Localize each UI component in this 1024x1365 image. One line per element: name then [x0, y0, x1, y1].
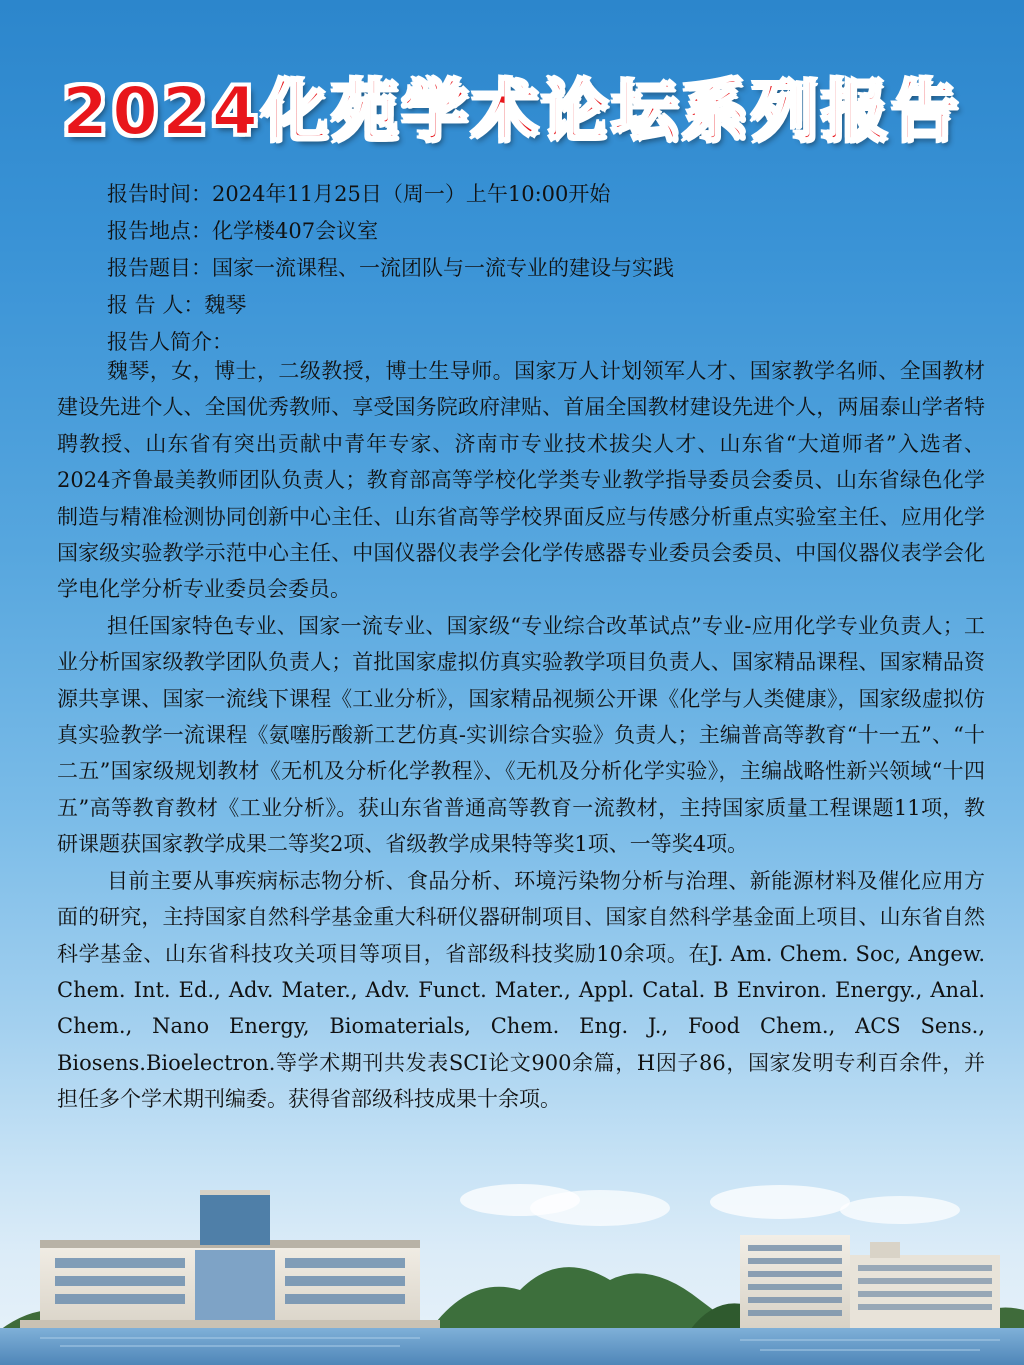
bio-paragraph-1: 魏琴，女，博士，二级教授，博士生导师。国家万人计划领军人才、国家教学名师、全国教材建设先进个人、全国优秀教师、享受国务院政府津贴、首届全国教材建设先进个人，两届泰山学者特聘教授、山东省有突出贡献中青年专家、济南市专业技术拔尖人才、山东省“大道师者”入选者、2024齐鲁最美教师团队负责人；教育部高等学校化学类专业教学指导委员会委员、山东省绿色化学制造与精准检测协同创新中心主任、山东省高等学校界面反应与传感分析重点实验室主任、应用化学国家级实验教学示范中心主任、中国仪器仪表学会化学传感器专业委员会委员、中国仪器仪表学会化学电化学分析专业委员会委员。 — [57, 359, 985, 602]
report-topic: 报告题目：国家一流课程、一流团队与一流专业的建设与实践 — [107, 256, 674, 280]
campus-scene-illustration — [0, 1180, 1024, 1365]
bio-paragraph-2: 担任国家特色专业、国家一流专业、国家级“专业综合改革试点”专业-应用化学专业负责人；工业分析国家级教学团队负责人；首批国家虚拟仿真实验教学项目负责人、国家精品课程、国家精品资源共享课、国家一流线下课程《工业分析》，国家精品视频公开课《化学与人类健康》，国家级虚拟仿真实验教学一流课程《氨噻肟酸新工艺仿真-实训综合实验》负责人；主编普高等教育“十一五”、“十二五”国家级规划教材《无机及分析化学教程》、《无机及分析化学实验》，主编战略性新兴领域“十四五”高等教育教材《工业分析》。获山东省普通高等教育一流教材，主持国家质量工程课题11项，教研课题获国家教学成果二等奖2项、省级教学成果特等奖1项、一等奖4项。 — [57, 613, 985, 857]
report-place: 报告地点：化学楼407会议室 — [107, 219, 379, 243]
report-time: 报告时间：2024年11月25日（周一）上午10:00开始 — [107, 182, 611, 206]
bio-heading: 报告人简介： — [107, 330, 233, 354]
report-speaker: 报 告 人：魏琴 — [107, 293, 247, 317]
bio-body — [57, 353, 985, 1118]
report-info — [107, 176, 987, 361]
bio-paragraph-3: 目前主要从事疾病标志物分析、食品分析、环境污染物分析与治理、新能源材料及催化应用方面的研究，主持国家自然科学基金重大科研仪器研制项目、国家自然科学基金面上项目、山东省自然科学基金、山东省科技攻关项目等项目，省部级科技奖励10余项。在J. Am. Chem. Soc, Angew. Chem. Int. Ed., Adv. Mater., Adv. Funct. Mater., Appl. Catal. B Environ. Energy., Anal. Chem., Nano Energy, Biomaterials, Chem. Eng. J., Food Chem., ACS Sens., Biosens.Bioelectron.等学术期刊共发表SCI论文900余篇，H因子86，国家发明专利百余件，并担任多个学术期刊编委。获得省部级科技成果十余项。 — [57, 868, 985, 1112]
poster-title: 2024化苑学术论坛系列报告 — [62, 73, 962, 150]
